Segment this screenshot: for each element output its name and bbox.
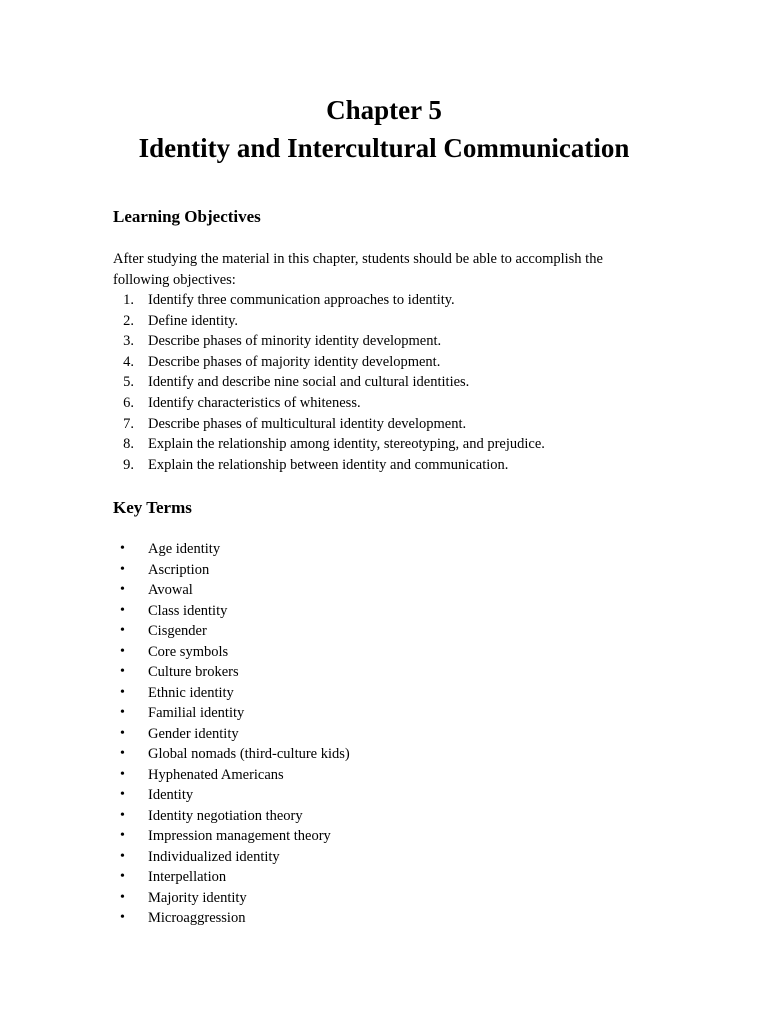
bullet-icon: • bbox=[120, 910, 125, 926]
bullet-icon: • bbox=[120, 623, 125, 639]
bullet-icon: • bbox=[120, 582, 125, 598]
key-term-text: Identity bbox=[148, 787, 194, 804]
objective-item bbox=[113, 414, 673, 435]
key-term-item bbox=[113, 601, 673, 622]
objective-number: 7. bbox=[123, 415, 134, 432]
bullet-icon: • bbox=[120, 766, 125, 782]
key-term-item bbox=[113, 847, 673, 868]
objective-item bbox=[113, 393, 673, 414]
key-term-text: Familial identity bbox=[148, 705, 245, 722]
objective-item bbox=[113, 311, 673, 332]
objective-text: Identify three communication approaches to identity. bbox=[148, 292, 455, 308]
key-term-item bbox=[113, 560, 673, 581]
key-term-text: Identity negotiation theory bbox=[148, 807, 303, 824]
objective-item bbox=[113, 455, 673, 476]
key-term-text: Ascription bbox=[148, 561, 210, 578]
chapter-title: Identity and Intercultural Communication bbox=[138, 133, 630, 163]
objective-number: 1. bbox=[123, 292, 134, 308]
objective-number: 3. bbox=[123, 333, 134, 350]
objective-number: 8. bbox=[123, 436, 134, 453]
objective-text: Describe phases of majority identity development. bbox=[148, 353, 441, 370]
bullet-icon: • bbox=[120, 684, 125, 700]
key-term-text: Individualized identity bbox=[148, 848, 280, 865]
key-term-item bbox=[113, 683, 673, 704]
key-term-text: Global nomads (third-culture kids) bbox=[148, 746, 350, 763]
bullet-icon: • bbox=[120, 787, 125, 803]
key-term-text: Class identity bbox=[148, 602, 228, 619]
objective-number: 2. bbox=[123, 312, 134, 329]
key-term-text: Interpellation bbox=[148, 869, 227, 886]
objective-item bbox=[113, 434, 673, 455]
objective-item bbox=[113, 290, 673, 311]
objective-text: Identify characteristics of whiteness. bbox=[148, 394, 361, 411]
bullet-icon: • bbox=[120, 643, 125, 659]
bullet-icon: • bbox=[120, 807, 125, 823]
bullet-icon: • bbox=[120, 705, 125, 721]
key-term-item bbox=[113, 765, 673, 786]
objective-text: Explain the relationship between identity and communication. bbox=[148, 456, 509, 473]
key-term-text: Age identity bbox=[148, 541, 221, 557]
key-term-item bbox=[113, 642, 673, 663]
key-term-text: Cisgender bbox=[148, 623, 207, 640]
objective-text: Explain the relationship among identity, stereotyping, and prejudice. bbox=[148, 436, 545, 453]
key-term-text: Hyphenated Americans bbox=[148, 766, 284, 783]
key-term-item bbox=[113, 744, 673, 765]
learning-objectives-heading: Learning Objectives bbox=[113, 207, 261, 226]
learning-objectives-list bbox=[113, 290, 673, 475]
objective-text: Describe phases of minority identity development. bbox=[148, 333, 442, 350]
objective-number: 5. bbox=[123, 374, 134, 391]
key-term-item bbox=[113, 888, 673, 909]
key-term-text: Ethnic identity bbox=[148, 684, 234, 701]
key-term-item bbox=[113, 785, 673, 806]
key-term-item bbox=[113, 908, 673, 929]
objective-text: Define identity. bbox=[148, 312, 239, 329]
objective-number: 6. bbox=[123, 394, 134, 411]
chapter-number: Chapter 5 bbox=[326, 95, 442, 125]
key-term-text: Gender identity bbox=[148, 725, 239, 742]
key-term-text: Impression management theory bbox=[148, 828, 331, 845]
key-terms-list bbox=[113, 539, 673, 929]
key-term-item bbox=[113, 703, 673, 724]
key-term-item bbox=[113, 806, 673, 827]
objective-number: 9. bbox=[123, 456, 134, 473]
objective-item bbox=[113, 372, 673, 393]
bullet-icon: • bbox=[120, 602, 125, 618]
learning-objectives-intro: After studying the material in this chapter, students should be able to accomplish the following objectives: bbox=[113, 251, 603, 288]
objective-item bbox=[113, 352, 673, 373]
bullet-icon: • bbox=[120, 561, 125, 577]
objective-text: Identify and describe nine social and cultural identities. bbox=[148, 374, 470, 391]
bullet-icon: • bbox=[120, 889, 125, 905]
key-term-item bbox=[113, 867, 673, 888]
bullet-icon: • bbox=[120, 869, 125, 885]
key-term-text: Majority identity bbox=[148, 889, 247, 906]
key-term-item bbox=[113, 539, 673, 560]
key-term-item bbox=[113, 826, 673, 847]
key-term-text: Culture brokers bbox=[148, 664, 239, 681]
bullet-icon: • bbox=[120, 848, 125, 864]
bullet-icon: • bbox=[120, 664, 125, 680]
key-term-item bbox=[113, 580, 673, 601]
objective-item bbox=[113, 331, 673, 352]
objective-number: 4. bbox=[123, 353, 134, 370]
key-term-text: Core symbols bbox=[148, 643, 229, 660]
key-term-item bbox=[113, 724, 673, 745]
bullet-icon: • bbox=[120, 746, 125, 762]
bullet-icon: • bbox=[120, 725, 125, 741]
key-term-item bbox=[113, 662, 673, 683]
objective-text: Describe phases of multicultural identity development. bbox=[148, 415, 467, 432]
bullet-icon: • bbox=[120, 541, 125, 556]
key-term-text: Microaggression bbox=[148, 910, 246, 927]
key-terms-heading: Key Terms bbox=[113, 498, 192, 517]
key-term-text: Avowal bbox=[148, 582, 193, 599]
bullet-icon: • bbox=[120, 828, 125, 844]
key-term-item bbox=[113, 621, 673, 642]
